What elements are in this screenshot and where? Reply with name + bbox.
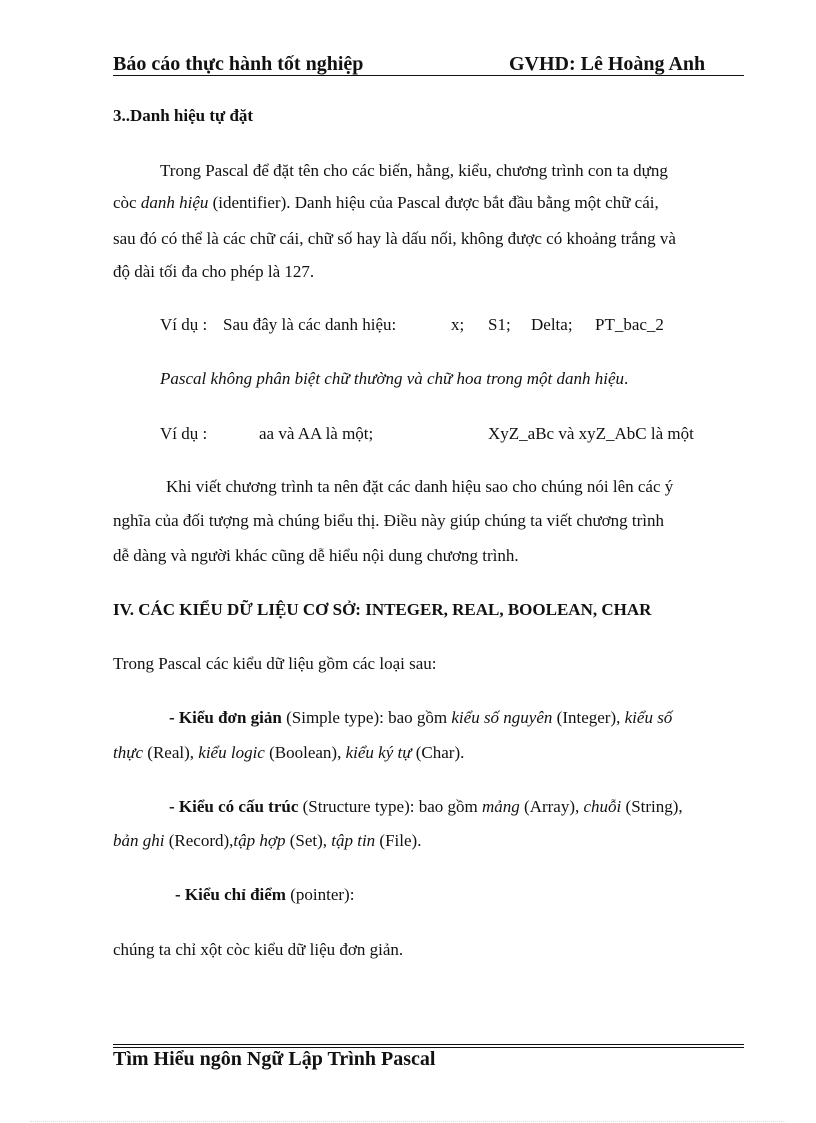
paragraph-line: Trong Pascal các kiểu dữ liệu gồm các loại sau: <box>113 654 437 673</box>
paragraph-line: nghĩa của đối tượng mà chúng biểu thị. Điều này giúp chúng ta viết chương trình <box>113 511 665 530</box>
header-advisor: GVHD: Lê Hoàng Anh <box>509 53 706 75</box>
type-item-structured: - Kiểu có cấu trúc (Structure type): bao gồm mảng (Array), chuỗi (String), <box>169 797 683 816</box>
paragraph-line: Khi viết chương trình ta nên đặt các danh hiệu sao cho chúng nói lên các ý <box>166 477 674 496</box>
footer-rule <box>113 1044 744 1045</box>
type-item-structured-cont: bản ghi (Record),tập hợp (Set), tập tin (File). <box>113 831 422 850</box>
paragraph-line: chúng ta chỉ xột còc kiểu dữ liệu đơn giản. <box>113 940 404 959</box>
example-text: XyZ_aBc và xyZ_AbC là một <box>488 424 694 443</box>
header-title: Báo cáo thực hành tốt nghiệp <box>113 53 364 75</box>
example-text: Sau đây là các danh hiệu: <box>223 315 397 334</box>
italic-note: Pascal không phân biệt chữ thường và chữ hoa trong một danh hiệu. <box>160 369 629 388</box>
page-footer: Tìm Hiểu ngôn Ngữ Lập Trình Pascal <box>113 1048 436 1070</box>
type-item-pointer: - Kiểu chỉ điểm (pointer): <box>175 885 355 904</box>
section-heading: IV. CÁC KIỂU DỮ LIỆU CƠ SỞ: INTEGER, REAL, BOOLEAN, CHAR <box>113 600 652 619</box>
paragraph-line: sau đó có thể là các chữ cái, chữ số hay là dấu nối, không được có khoảng trắng và <box>113 229 676 248</box>
example-label: Ví dụ : <box>160 315 208 334</box>
page-header <box>113 53 744 77</box>
identifier-example: x; <box>451 315 465 334</box>
header-rule <box>113 75 744 76</box>
type-item-simple: - Kiểu đơn giản (Simple type): bao gồm kiểu số nguyên (Integer), kiểu số <box>169 708 673 727</box>
identifier-example: S1; <box>488 315 511 334</box>
section-heading: 3..Danh hiệu tự đặt <box>113 106 254 125</box>
paragraph-line: độ dài tối đa cho phép là 127. <box>113 262 315 281</box>
identifier-example: PT_bac_2 <box>595 315 664 334</box>
paragraph-line: dễ dàng và người khác cũng dễ hiểu nội dung chương trình. <box>113 546 519 565</box>
paragraph-line: còc danh hiệu (identifier). Danh hiệu của Pascal được bắt đầu bằng một chữ cái, <box>113 193 659 212</box>
example-label: Ví dụ : <box>160 424 208 443</box>
type-item-simple-cont: thực (Real), kiểu logic (Boolean), kiểu ký tự (Char). <box>113 743 465 762</box>
paragraph-line: Trong Pascal để đặt tên cho các biến, hằng, kiểu, chương trình con ta dựng <box>160 161 668 180</box>
example-text: aa và AA là một; <box>259 424 374 443</box>
identifier-example: Delta; <box>531 315 573 334</box>
